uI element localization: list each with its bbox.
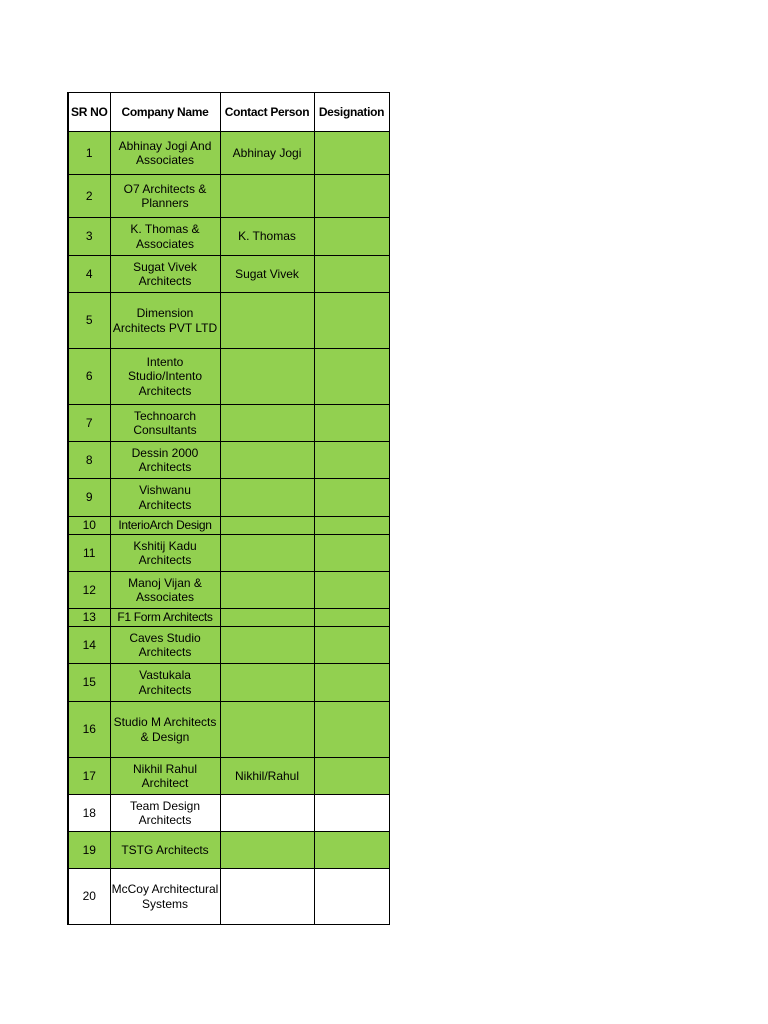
sr-no-cell: 19 [68,832,110,869]
sr-no-cell: 6 [68,349,110,405]
contact-person-cell [220,795,314,832]
company-name-cell: Intento Studio/Intento Architects [110,349,220,405]
table-row [68,517,389,535]
table-row [68,132,389,175]
contact-person-cell [220,535,314,572]
table-row [68,609,389,627]
contact-person-cell [220,572,314,609]
table-row [68,293,389,349]
sr-no-cell: 20 [68,869,110,925]
header-sr-no: SR NO [68,93,110,132]
designation-cell [314,405,389,442]
designation-cell [314,572,389,609]
company-name-cell: Manoj Vijan & Associates [110,572,220,609]
sr-no-cell: 5 [68,293,110,349]
table-row [68,758,389,795]
company-name-cell: Dimension Architects PVT LTD [110,293,220,349]
contact-person-cell [220,405,314,442]
company-name-cell: InterioArch Design [110,517,220,535]
designation-cell [314,609,389,627]
header-contact-person: Contact Person [220,93,314,132]
company-name-cell: Vishwanu Architects [110,479,220,517]
sr-no-cell: 18 [68,795,110,832]
company-name-cell: Abhinay Jogi And Associates [110,132,220,175]
designation-cell [314,535,389,572]
contact-person-cell [220,609,314,627]
table-row [68,479,389,517]
header-row [68,93,389,132]
sr-no-cell: 16 [68,702,110,758]
company-name-cell: K. Thomas & Associates [110,218,220,256]
company-name-cell: TSTG Architects [110,832,220,869]
table-row [68,218,389,256]
designation-cell [314,442,389,479]
company-name-cell: McCoy Architectural Systems [110,869,220,925]
table-row [68,256,389,293]
sr-no-cell: 13 [68,609,110,627]
table-row [68,349,389,405]
sr-no-cell: 4 [68,256,110,293]
designation-cell [314,664,389,702]
contact-person-cell: Abhinay Jogi [220,132,314,175]
sr-no-cell: 3 [68,218,110,256]
table-row [68,627,389,664]
contact-person-cell [220,442,314,479]
company-name-cell: Sugat Vivek Architects [110,256,220,293]
sr-no-cell: 11 [68,535,110,572]
designation-cell [314,869,389,925]
table-row [68,795,389,832]
table-row [68,175,389,218]
sr-no-cell: 1 [68,132,110,175]
sr-no-cell: 8 [68,442,110,479]
contact-person-cell [220,627,314,664]
contact-person-cell [220,664,314,702]
contact-person-cell [220,349,314,405]
sr-no-cell: 14 [68,627,110,664]
designation-cell [314,256,389,293]
table-row [68,535,389,572]
company-name-cell: O7 Architects & Planners [110,175,220,218]
company-name-cell: Vastukala Architects [110,664,220,702]
designation-cell [314,758,389,795]
sr-no-cell: 12 [68,572,110,609]
company-name-cell: Kshitij Kadu Architects [110,535,220,572]
designation-cell [314,795,389,832]
designation-cell [314,702,389,758]
table-row [68,702,389,758]
sr-no-cell: 9 [68,479,110,517]
company-name-cell: Dessin 2000 Architects [110,442,220,479]
designation-cell [314,479,389,517]
contact-person-cell: Nikhil/Rahul [220,758,314,795]
table-body [68,132,389,925]
company-contacts-table [67,92,390,925]
company-name-cell: Caves Studio Architects [110,627,220,664]
company-name-cell: Technoarch Consultants [110,405,220,442]
contact-person-cell: Sugat Vivek [220,256,314,293]
company-name-cell: Team Design Architects [110,795,220,832]
designation-cell [314,627,389,664]
sr-no-cell: 2 [68,175,110,218]
table-row [68,405,389,442]
designation-cell [314,132,389,175]
company-name-cell: Studio M Architects & Design [110,702,220,758]
designation-cell [314,517,389,535]
contact-person-cell [220,517,314,535]
table-row [68,869,389,925]
sr-no-cell: 15 [68,664,110,702]
table-row [68,442,389,479]
contact-person-cell [220,479,314,517]
contact-person-cell [220,702,314,758]
sr-no-cell: 7 [68,405,110,442]
contact-person-cell [220,869,314,925]
table-row [68,664,389,702]
sr-no-cell: 10 [68,517,110,535]
designation-cell [314,832,389,869]
header-company-name: Company Name [110,93,220,132]
designation-cell [314,293,389,349]
header-designation: Designation [314,93,389,132]
contact-person-cell: K. Thomas [220,218,314,256]
sr-no-cell: 17 [68,758,110,795]
contact-person-cell [220,832,314,869]
table-row [68,832,389,869]
designation-cell [314,218,389,256]
company-name-cell: Nikhil Rahul Architect [110,758,220,795]
contact-person-cell [220,175,314,218]
table-row [68,572,389,609]
company-name-cell: F1 Form Architects [110,609,220,627]
designation-cell [314,175,389,218]
designation-cell [314,349,389,405]
contact-person-cell [220,293,314,349]
